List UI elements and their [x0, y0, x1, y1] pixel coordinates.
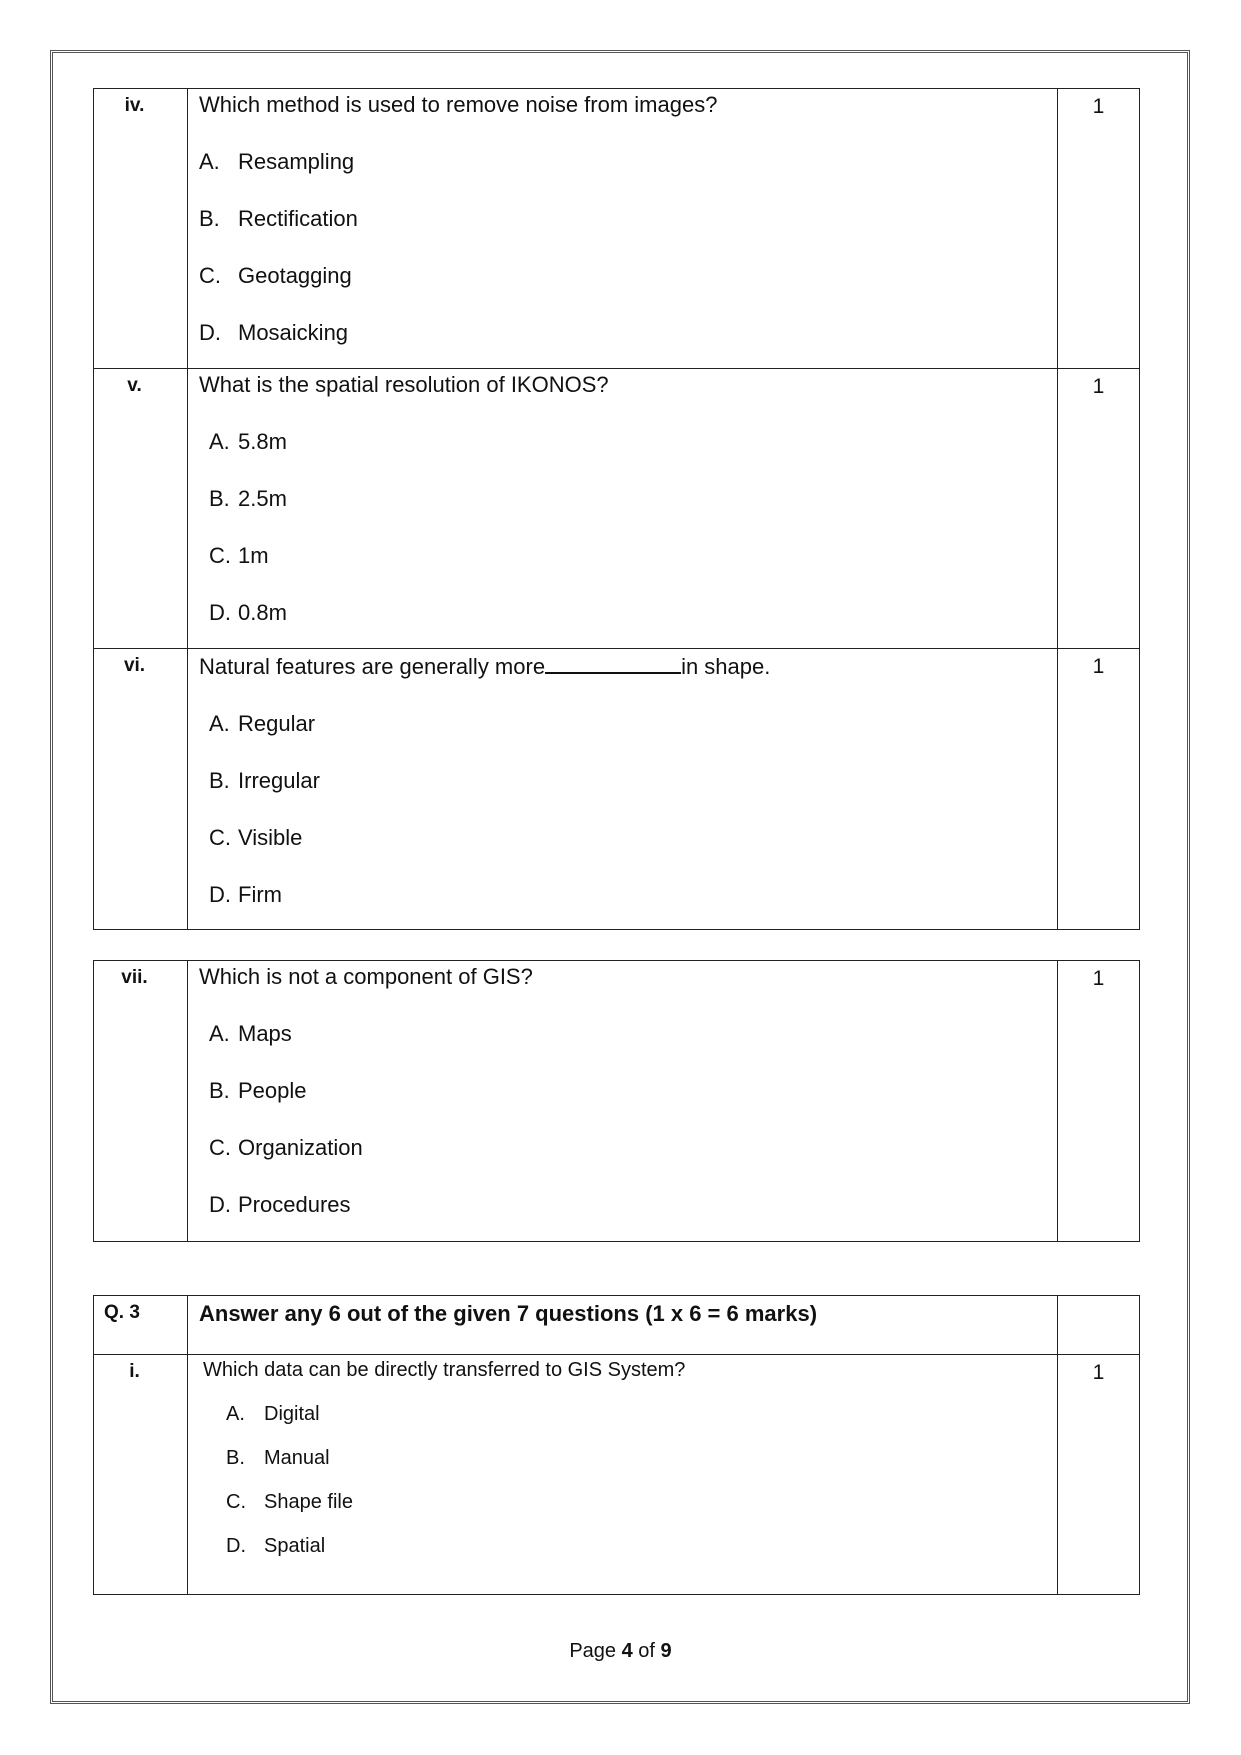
option-a: A. Maps: [209, 1021, 292, 1046]
question-row-iv: [94, 89, 1140, 369]
questions-table-2: [93, 960, 1140, 1242]
question-number: v.: [94, 369, 188, 649]
question-row-vii: [94, 961, 1140, 1242]
option-b: B. Rectification: [199, 206, 358, 231]
option-b: B. People: [209, 1078, 307, 1103]
marks: [1058, 1296, 1140, 1355]
question-cell: [188, 649, 1058, 930]
section-header-row: [94, 1296, 1140, 1355]
question-row-v: [94, 369, 1140, 649]
question-text: Which data can be directly transferred to GIS System?: [203, 1359, 686, 1381]
fill-in-blank: [545, 652, 681, 674]
option-b: B. Manual: [226, 1447, 330, 1469]
question-number: iv.: [94, 89, 188, 369]
option-b: B. 2.5m: [209, 486, 287, 511]
marks: 1: [1058, 649, 1140, 930]
option-d: D. 0.8m: [209, 600, 287, 625]
marks: 1: [1058, 961, 1140, 1242]
question-cell: [188, 961, 1058, 1242]
section-number: Q. 3: [94, 1296, 188, 1355]
question-number: i.: [94, 1355, 188, 1595]
option-c: C. Organization: [209, 1135, 363, 1160]
section-heading: Answer any 6 out of the given 7 questions (1 x 6 = 6 marks): [188, 1296, 1058, 1355]
question-text: Which method is used to remove noise from images?: [199, 92, 718, 117]
option-c: C. Shape file: [226, 1491, 353, 1513]
question-text: Natural features are generally more in shape.: [199, 654, 771, 679]
option-a: A. Regular: [209, 711, 316, 736]
option-d: D. Spatial: [226, 1535, 326, 1557]
option-c: C. Visible: [209, 825, 303, 850]
question-text: What is the spatial resolution of IKONOS?: [199, 372, 609, 397]
option-c: C. 1m: [209, 543, 269, 568]
question-row-i: [94, 1355, 1140, 1595]
marks: 1: [1058, 369, 1140, 649]
question-cell: [188, 369, 1058, 649]
option-d: D. Mosaicking: [199, 320, 349, 345]
marks: 1: [1058, 89, 1140, 369]
question-cell: [188, 1355, 1058, 1595]
page-number: Page 4 of 9: [569, 1640, 672, 1662]
marks: 1: [1058, 1355, 1140, 1595]
option-a: A. Digital: [226, 1403, 320, 1425]
question-number: vii.: [94, 961, 188, 1242]
option-d: D. Firm: [209, 882, 282, 907]
question-cell: [188, 89, 1058, 369]
option-a: A. Resampling: [199, 149, 355, 174]
question-row-vi: [94, 649, 1140, 930]
question-number: vi.: [94, 649, 188, 930]
option-c: C. Geotagging: [199, 263, 352, 288]
question-text: Which is not a component of GIS?: [199, 964, 533, 989]
option-b: B. Irregular: [209, 768, 320, 793]
option-a: A. 5.8m: [209, 429, 287, 454]
questions-table-1: [93, 88, 1140, 930]
option-d: D. Procedures: [209, 1192, 351, 1217]
questions-table-3: [93, 1295, 1140, 1595]
